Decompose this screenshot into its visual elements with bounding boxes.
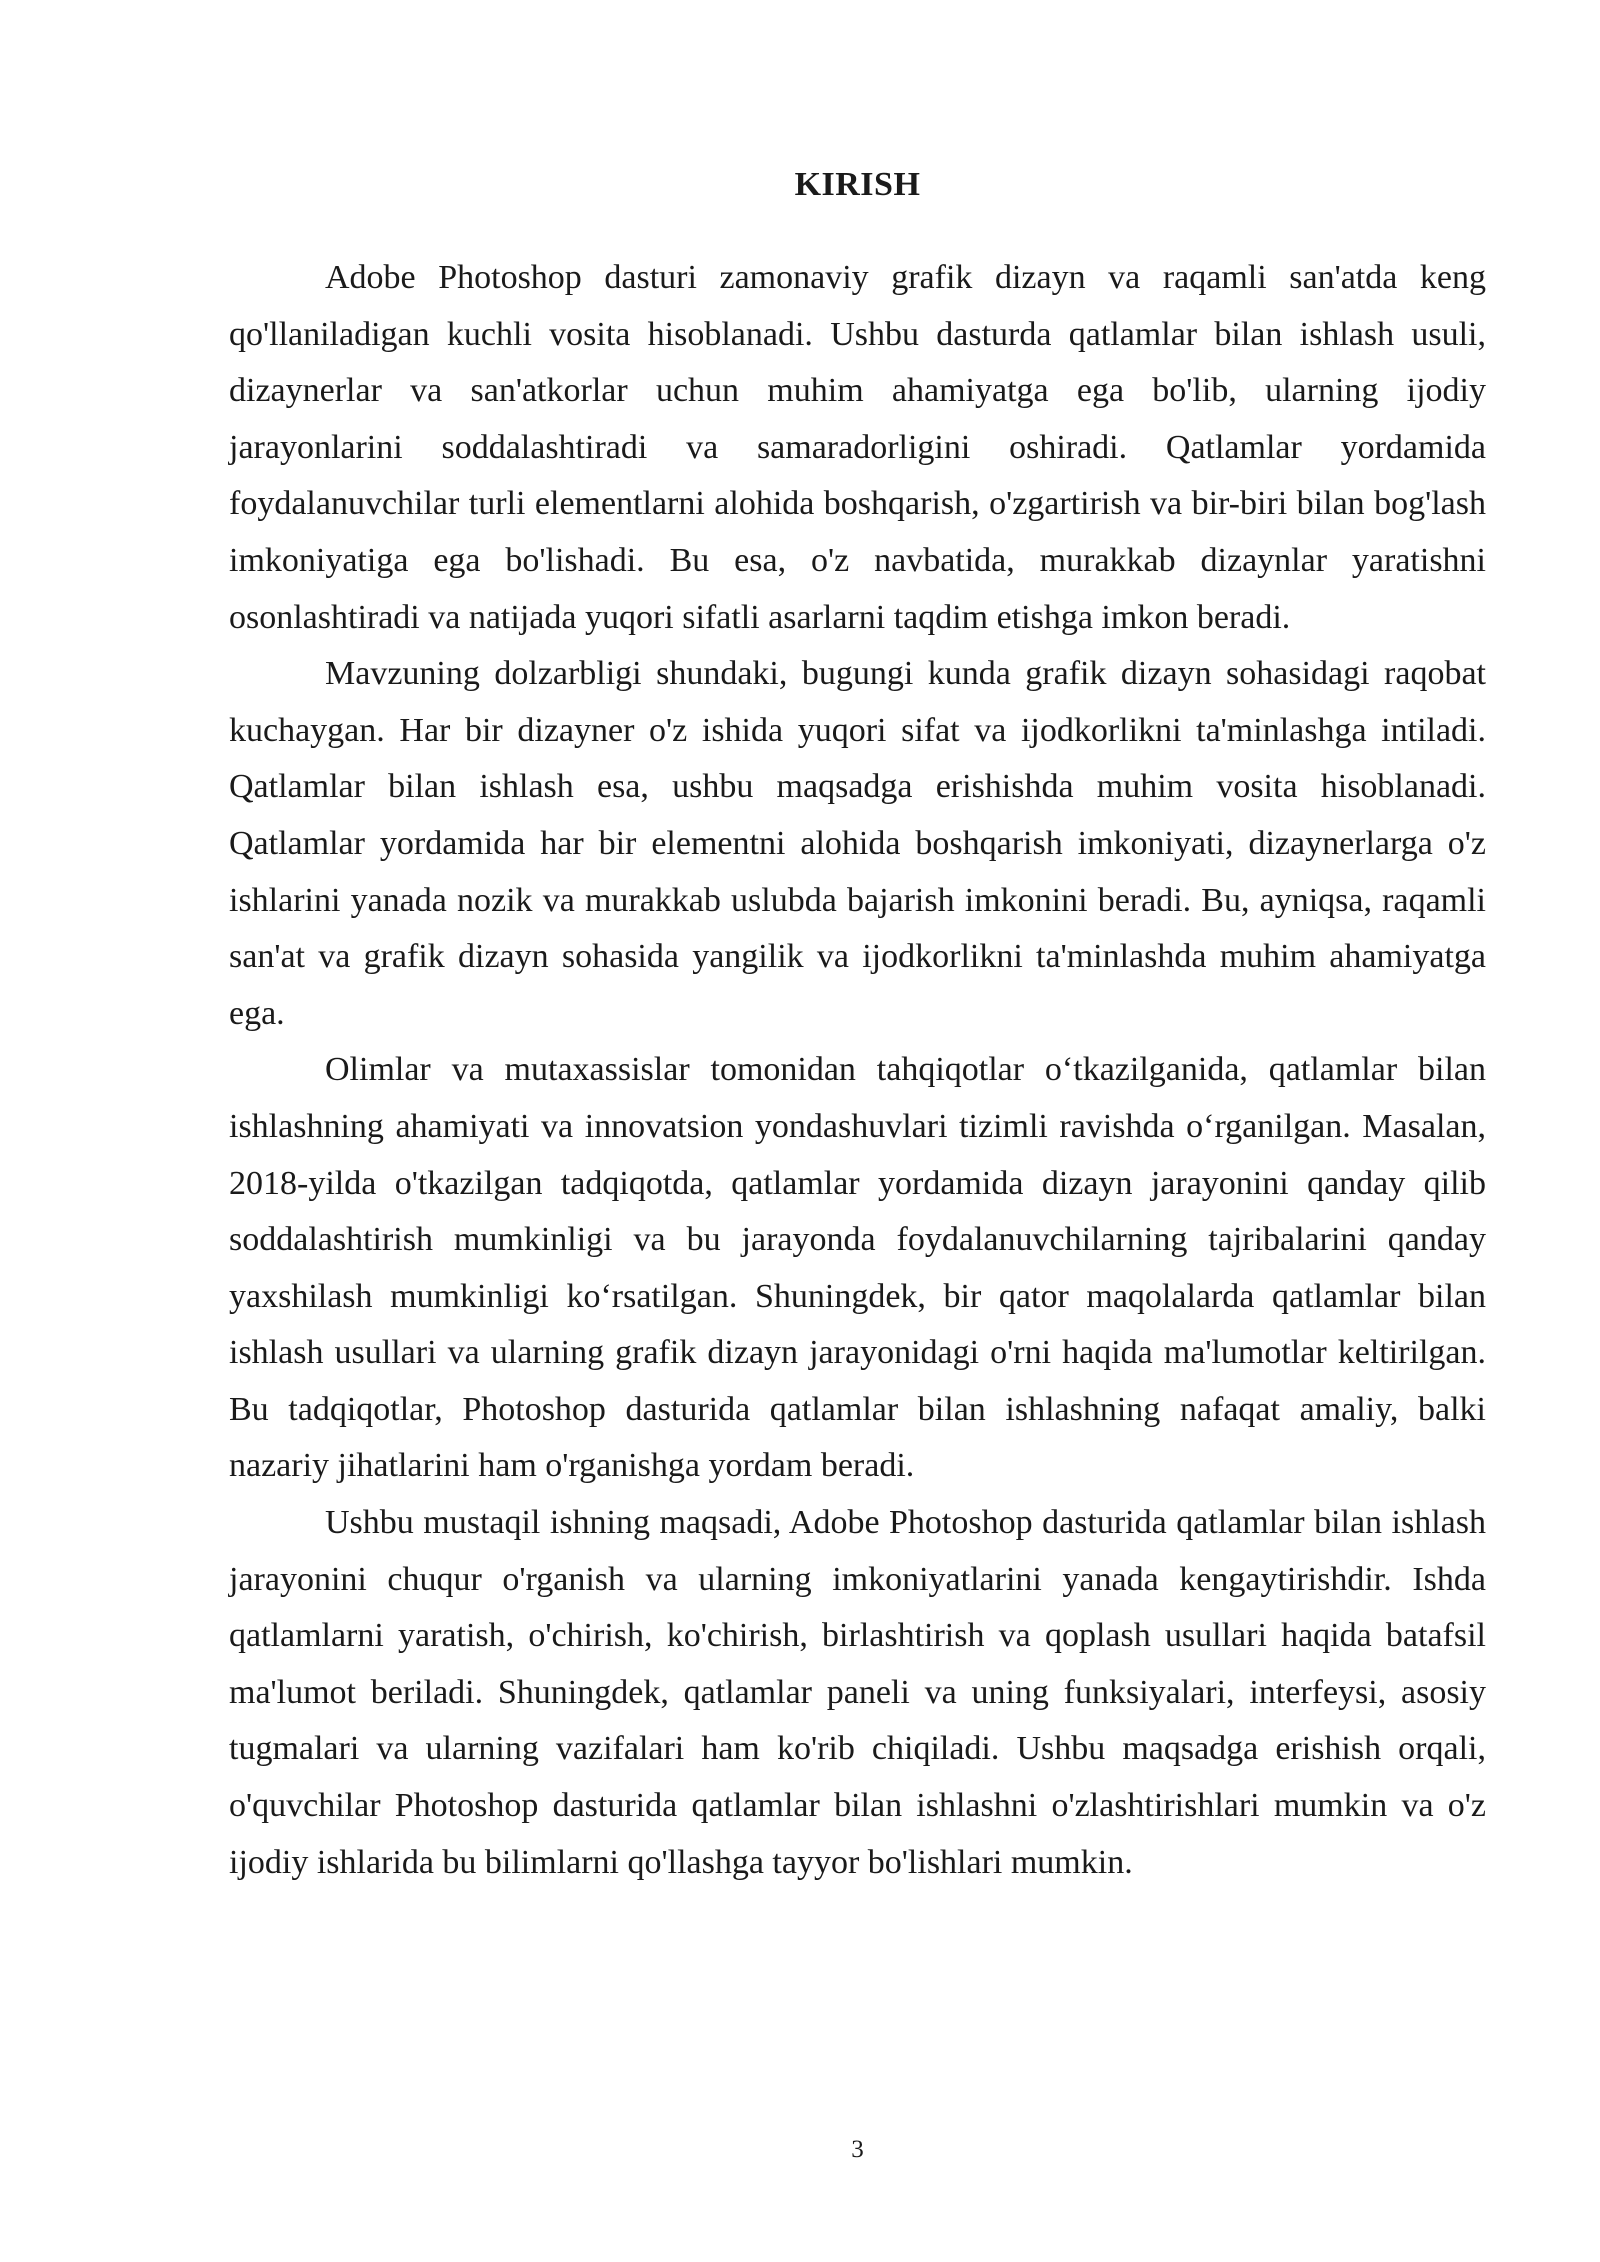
paragraph-research: Olimlar va mutaxassislar tomonidan tahqiqotlar o‘tkazilganida, qatlamlar bilan ishlashning ahamiyati va innovatsion yondashuvlari tizimli ravishda o‘rganilgan. Masalan, 2018-yilda o'tkazilgan tadqiqotda, qatlamlar yordamida dizayn jarayonini qanday qilib soddalashtirish mumkinligi va bu jarayonda foydalanuvchilarning tajribalarini qanday yaxshilash mumkinligi ko‘rsatilgan. Shuningdek, bir qator maqolalarda qatlamlar bilan ishlash usullari va ularning grafik dizayn jarayonidagi o'rni haqida ma'lumotlar keltirilgan. Bu tadqiqotlar, Photoshop dasturida qatlamlar bilan ishlashning nafaqat amaliy, balki nazariy jihatlarini ham o'rganishga yordam beradi. [229,1051,1486,1485]
paragraph-intro: Adobe Photoshop dasturi zamonaviy grafik dizayn va raqamli san'atda keng qo'llaniladigan kuchli vosita hisoblanadi. Ushbu dasturda qatlamlar bilan ishlash usuli, dizaynerlar va san'atkorlar uchun muhim ahamiyatga ega bo'lib, ularning ijodiy jarayonlarini soddalashtiradi va samaradorligini oshiradi. Qatlamlar yordamida foydalanuvchilar turli elementlarni alohida boshqarish, o'zgartirish va bir-biri bilan bog'lash imkoniyatiga ega bo'lishadi. Bu esa, o'z navbatida, murakkab dizaynlar yaratishni osonlashtiradi va natijada yuqori sifatli asarlarni taqdim etishga imkon beradi. [229,259,1486,636]
paragraph-goal: Ushbu mustaqil ishning maqsadi, Adobe Photoshop dasturida qatlamlar bilan ishlash jarayonini chuqur o'rganish va ularning imkoniyatlarini yanada kengaytirishdir. Ishda qatlamlarni yaratish, o'chirish, ko'chirish, birlashtirish va qoplash usullari haqida batafsil ma'lumot beriladi. Shuningdek, qatlamlar paneli va uning funksiyalari, interfeysi, asosiy tugmalari va ularning vazifalari ham ko'rib chiqiladi. Ushbu maqsadga erishish orqali, o'quvchilar Photoshop dasturida qatlamlar bilan ishlashni o'zlashtirishlari mumkin va o'z ijodiy ishlarida bu bilimlarni qo'llashga tayyor bo'lishlari mumkin. [229,1504,1486,1881]
section-heading: KIRISH [794,166,921,203]
paragraph-relevance: Mavzuning dolzarbligi shundaki, bugungi kunda grafik dizayn sohasidagi raqobat kuchaygan. Har bir dizayner o'z ishida yuqori sifat va ijodkorlikni ta'minlashga intiladi. Qatlamlar bilan ishlash esa, ushbu maqsadga erishishda muhim vosita hisoblanadi. Qatlamlar yordamida har bir elementni alohida boshqarish imkoniyati, dizaynerlarga o'z ishlarini yanada nozik va murakkab uslubda bajarish imkonini beradi. Bu, ayniqsa, raqamli san'at va grafik dizayn sohasida yangilik va ijodkorlikni ta'minlashda muhim ahamiyatga ega. [229,655,1486,1032]
page-number: 3 [851,2136,864,2163]
body-text [229,250,1486,1891]
